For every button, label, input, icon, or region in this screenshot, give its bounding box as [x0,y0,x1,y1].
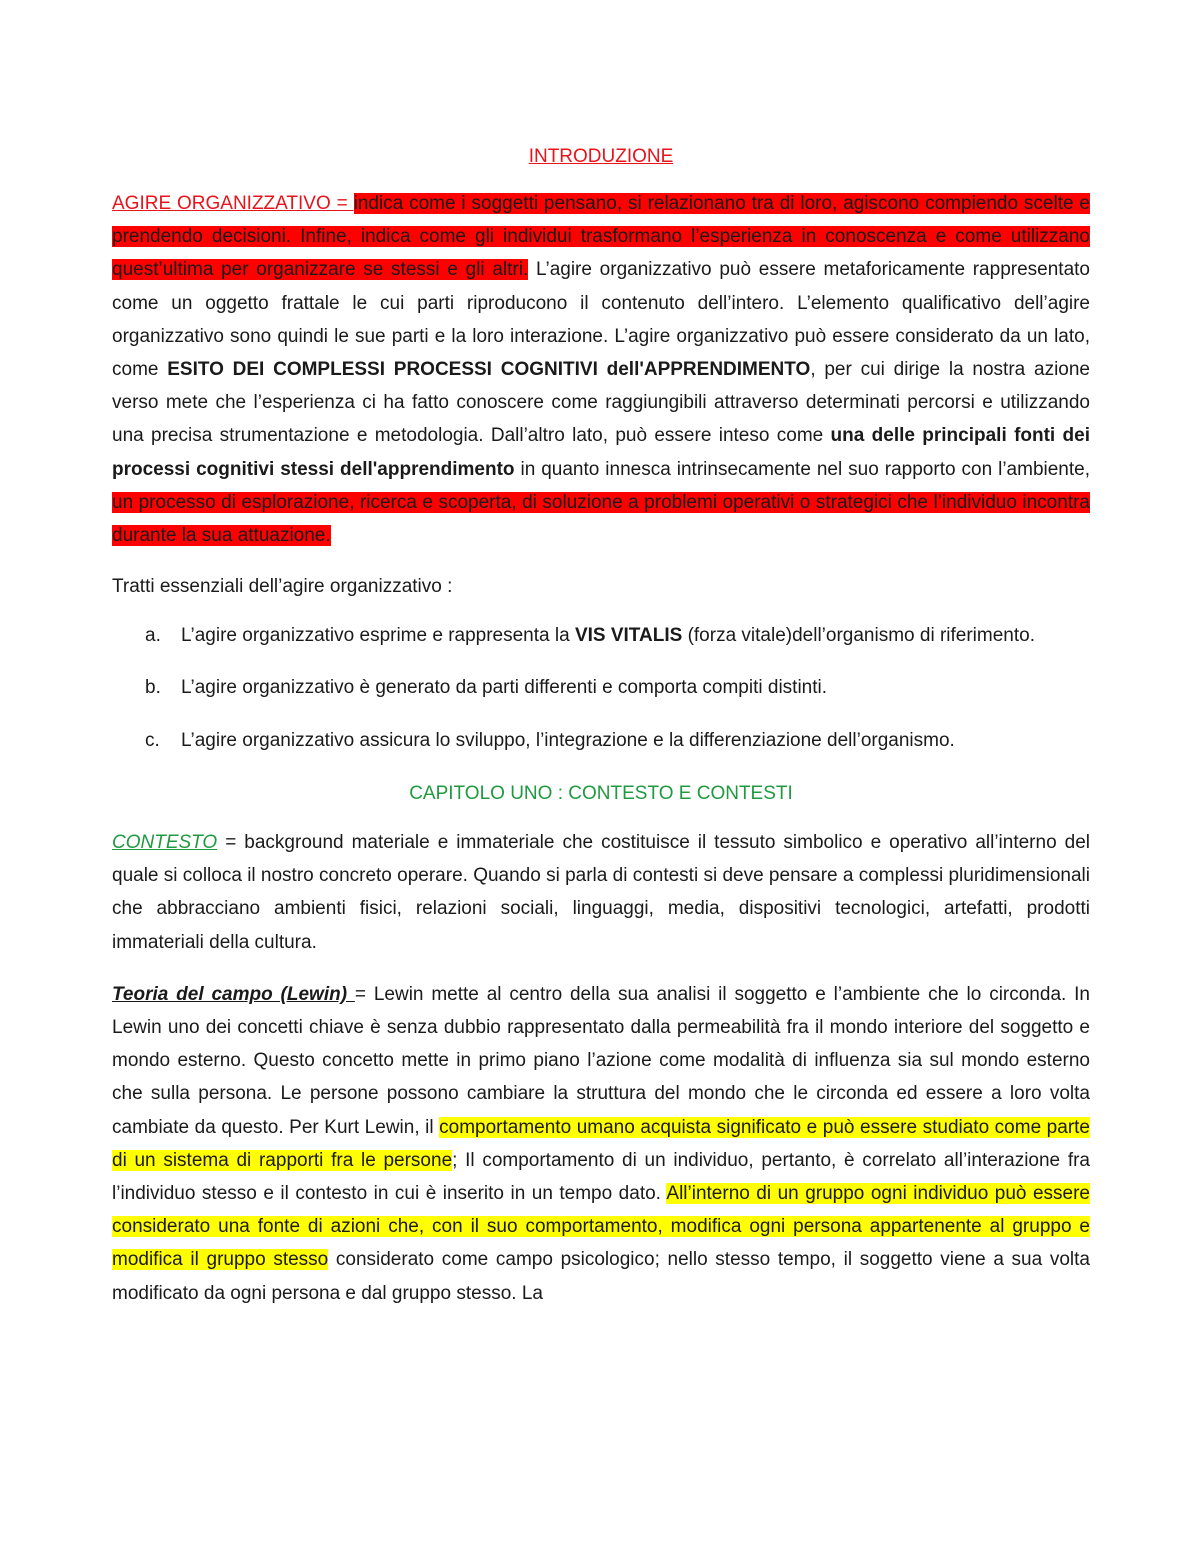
lewin-text-1: = Lewin mette al centro della sua analisi il soggetto e l’ambiente che lo circonda. In Lewin uno dei concetti chiave è senza dubbio rappresentato dalla permeabilità fra il mondo interiore del soggetto e mondo esterno. Questo concetto mette in primo piano l’azione come modalità di influenza sia sul mondo esterno che sulla persona. Le persone possono cambiare la struttura del mondo che le circonda ed essere a loro volta cambiate da questo. Per Kurt Lewin, il [112,983,1090,1138]
trait-item-a [112,619,1090,652]
agire-term: AGIRE ORGANIZZATIVO = [112,193,354,214]
trait-item-c [112,724,1090,757]
trait-marker: b. [145,676,161,698]
chapter-one-heading: CAPITOLO UNO : CONTESTO E CONTESTI [409,783,793,805]
agire-text-1: L’agire organizzativo può essere metaforicamente rappresentato come un oggetto frattale le cui parti riproducono il contenuto dell’intero. L’elemento qualificativo dell’agire organizzativo sono quindi le sue parti e la loro interazione. L’agire organizzativo può essere considerato da un lato, come [112,259,1090,381]
contesto-paragraph [112,826,1090,959]
agire-organizzativo-paragraph [112,187,1090,552]
agire-process-highlight: un processo di esplorazione, ricerca e scoperta, di soluzione a problemi operativi o strategici che l’individuo incontra durante la sua attuazione. [112,491,1090,547]
agire-definition-highlight: indica come i soggetti pensano, si relazionano tra di loro, agiscono compiendo scelte e prendendo decisioni. Infine, indica come gli individui trasformano l’esperienza in conoscenza e come utilizzano quest’ultima per organizzare se stessi e gli altri. [112,193,1090,281]
lewin-highlight-1: comportamento umano acquista significato e può essere studiato come parte di un sistema di rapporti fra le persone [112,1116,1090,1171]
agire-text-3: in quanto innesca intrinsecamente nel suo rapporto con l’ambiente, [514,458,1090,480]
lewin-term: Teoria del campo (Lewin) [112,983,355,1005]
lewin-highlight-2: All’interno di un gruppo ogni individuo può essere considerato una fonte di azioni che, con il suo comportamento, modifica ogni persona appartenente al gruppo e modifica il gruppo stesso [112,1183,1090,1271]
trait-text: L’agire organizzativo assicura lo sviluppo, l’integrazione e la differenziazione dell’organismo. [181,729,955,751]
agire-text-2: , per cui dirige la nostra azione verso mete che l’esperienza ci ha fatto conoscere come raggiungibili attraverso determinati percorsi e utilizzando una precisa strumentazione e metodologia. Dall’altro lato, può essere inteso come [112,359,1090,447]
trait-bold: VIS VITALIS [574,625,683,647]
trait-item-b [112,671,1090,704]
traits-label: Tratti essenziali dell’agire organizzativo : [112,576,453,598]
lewin-text-2: ; Il comportamento di un individuo, pertanto, è correlato all’interazione fra l’individuo stesso e il contesto in cui è inserito in un tempo dato. [112,1149,1090,1205]
contesto-text: = background materiale e immateriale che costituisce il tessuto simbolico e operativo all’interno del quale si colloca il nostro concreto operare. Quando si parla di contesti si deve pensare a complessi pluridimensionali che abbracciano ambienti fisici, relazioni sociali, linguaggi, media, dispositivi tecnologici, artefatti, prodotti immateriali della cultura. [112,832,1090,953]
agire-bold-1: ESITO DEI COMPLESSI PROCESSI COGNITIVI dell'APPRENDIMENTO [167,359,811,381]
trait-marker: c. [145,729,160,751]
contesto-term: CONTESTO [112,832,218,854]
intro-heading: INTRODUZIONE [528,146,674,167]
trait-text: (forza vitale)dell’organismo di riferimento. [682,625,1035,647]
trait-text: L’agire organizzativo esprime e rappresenta la [181,625,575,647]
lewin-text-3: considerato come campo psicologico; nello stesso tempo, il soggetto viene a sua volta modificato da ogni persona e dal gruppo stesso. La [112,1249,1090,1304]
agire-bold-2: una delle principali fonti dei processi cognitivi stessi dell'apprendimento [112,425,1090,480]
trait-text: L’agire organizzativo è generato da parti differenti e comporta compiti distinti. [181,676,828,698]
traits-list [112,619,1090,757]
trait-marker: a. [145,625,161,647]
lewin-paragraph [112,978,1090,1310]
